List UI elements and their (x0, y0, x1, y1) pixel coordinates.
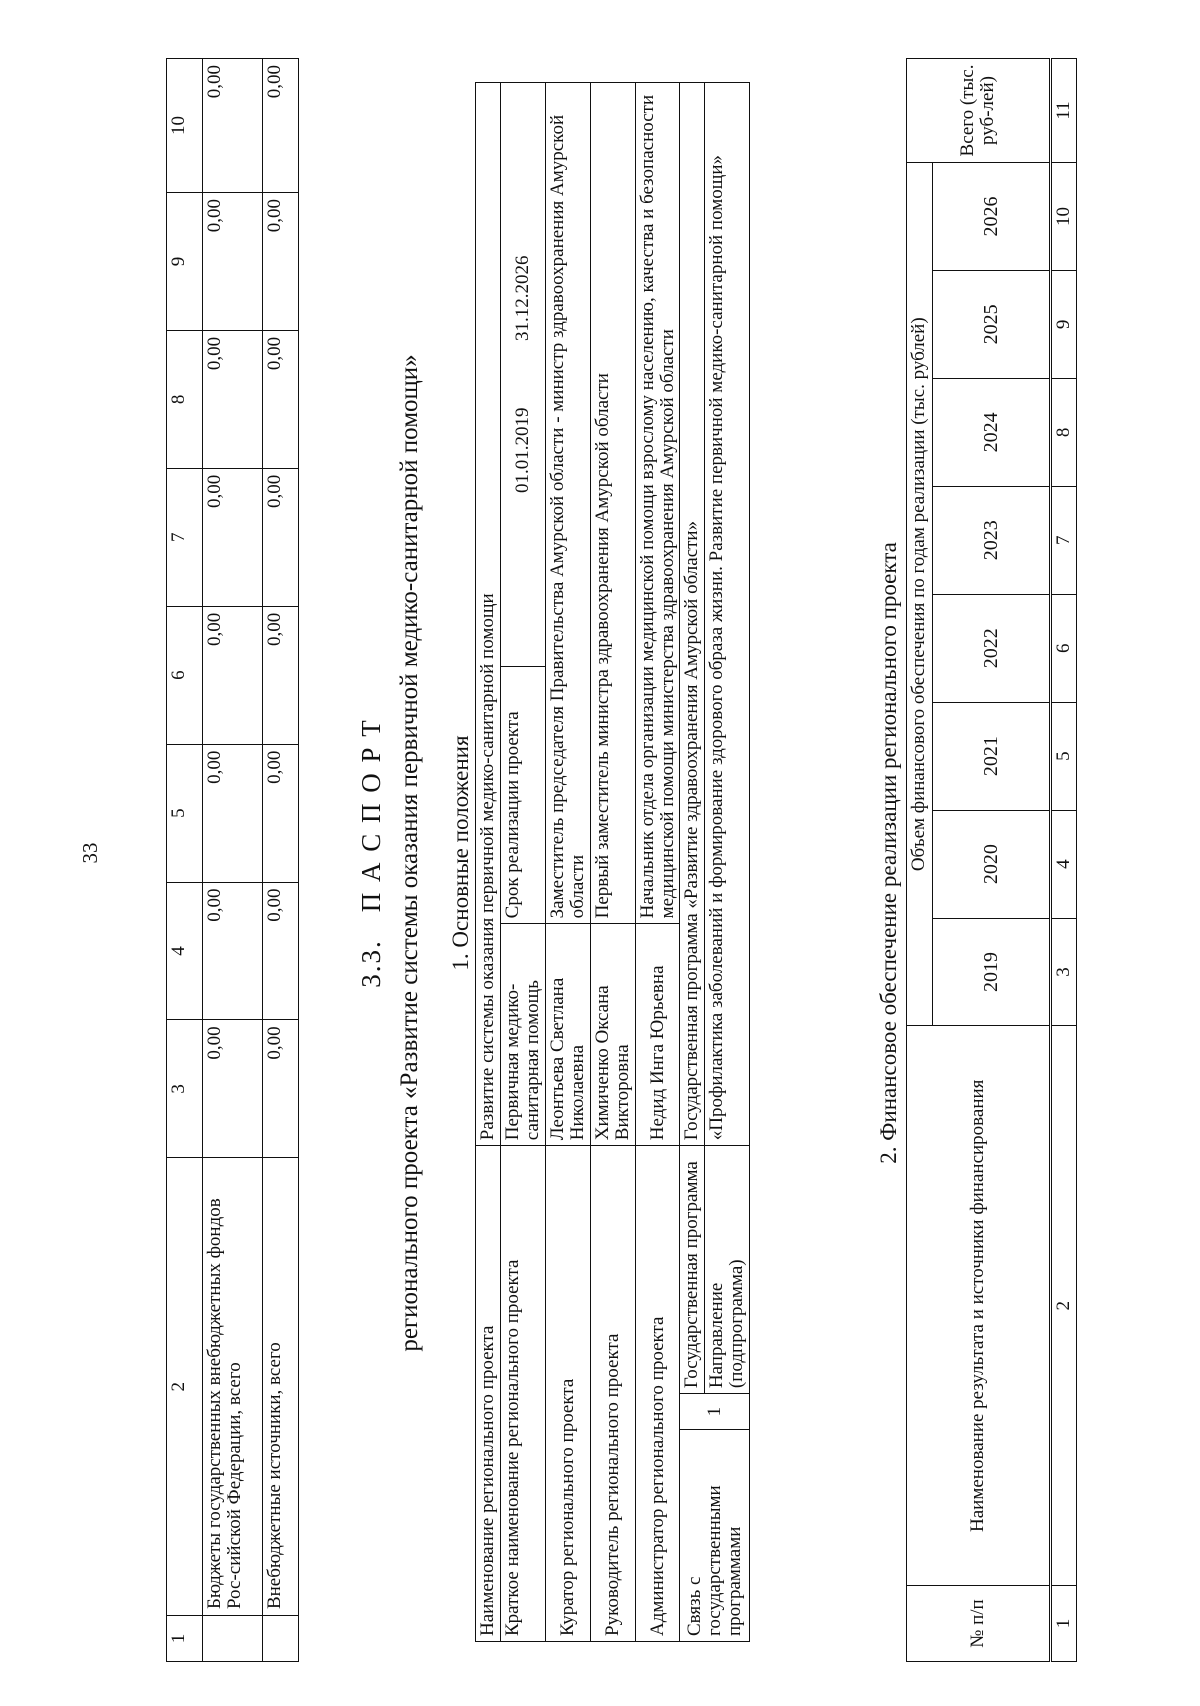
row-value: Начальник отдела организации медицинской помощи взрослому населению, качества и безопасности медицинской помощи министерства здравоохранения Амурской области (635, 83, 680, 924)
header-cell: 3 (167, 1020, 203, 1158)
header-cell: 4 (167, 882, 203, 1020)
number-cell: 3 (1051, 918, 1077, 1026)
number-cell: 1 (1051, 1586, 1077, 1662)
row-value: Химиченко Оксана Викторовна (590, 924, 635, 1146)
term-start: 01.01.2019 (511, 407, 533, 494)
row-label: Направление (подпрограмма) (705, 1146, 750, 1394)
header-cell: 2 (167, 1158, 203, 1616)
row-label: Куратор регионального проекта (545, 1146, 590, 1642)
year-cell: 2022 (933, 594, 1051, 702)
number-cell: 11 (1051, 59, 1077, 163)
header-cell: 9 (167, 192, 203, 330)
number-cell: 10 (1051, 163, 1077, 271)
basic-provisions-table (475, 82, 750, 1642)
table-row (263, 59, 299, 1662)
number-cell: 4 (1051, 810, 1077, 918)
page-number: 33 (78, 842, 102, 864)
number-cell: 6 (1051, 594, 1077, 702)
year-cell: 2020 (933, 810, 1051, 918)
table-header-row (167, 59, 203, 1662)
row-label: Бюджеты государственных внебюджетных фондов Рос-сийской Федерации, всего (203, 1158, 263, 1616)
header-cell: 6 (167, 606, 203, 744)
year-cell: 2019 (933, 918, 1051, 1026)
row-label: Наименование регионального проекта (476, 1146, 501, 1642)
value-cell: 0,00 (263, 59, 299, 193)
value-cell: 0,00 (203, 1020, 263, 1158)
row-value: Первый заместитель министра здравоохранения Амурской области (590, 83, 635, 924)
header-total: Всего (тыс. руб-лей) (907, 59, 1051, 163)
year-cell: 2026 (933, 163, 1051, 271)
financing-table (906, 58, 1077, 1662)
row-value: «Профилактика заболеваний и формирование здорового образа жизни. Развитие первичной медико-санитарной помощи» (705, 83, 750, 1146)
row-label: Администратор регионального проекта (635, 1146, 680, 1642)
value-cell: 0,00 (263, 192, 299, 330)
value-cell: 0,00 (203, 882, 263, 1020)
row-value: Первичная медико-санитарная помощь (500, 924, 545, 1146)
value-cell: 0,00 (203, 744, 263, 882)
row-label: Внебюджетные источники, всего (263, 1158, 299, 1616)
table-row (545, 83, 590, 1642)
year-cell: 2025 (933, 270, 1051, 378)
section2-heading: 2. Финансовое обеспечение реализации регионального проекта (876, 542, 901, 1164)
value-cell: 0,00 (263, 744, 299, 882)
value-cell: 0,00 (263, 330, 299, 468)
section1-heading: 1. Основные положения (448, 735, 473, 971)
year-cell: 2024 (933, 378, 1051, 486)
number-cell: 2 (1051, 1026, 1077, 1586)
value-cell: 0,00 (263, 882, 299, 1020)
number-cell: 7 (1051, 486, 1077, 594)
header-group: Объем финансового обеспечения по годам реализации (тыс. рублей) (907, 163, 933, 1027)
year-cell: 2021 (933, 702, 1051, 810)
value-cell: 0,00 (203, 606, 263, 744)
header-cell: 1 (167, 1616, 203, 1662)
empty-cell (263, 1616, 299, 1662)
passport-title (356, 0, 387, 1706)
header-cell: 5 (167, 744, 203, 882)
number-cell: 8 (1051, 378, 1077, 486)
passport-subtitle: регионального проекта «Развитие системы оказания первичной медико-санитарной помощи» (396, 354, 423, 1352)
value-cell: 0,00 (203, 468, 263, 606)
funding-continuation-table (166, 58, 299, 1662)
value-cell: 0,00 (203, 59, 263, 193)
header-name: Наименование результата и источники финансирования (907, 1026, 1051, 1586)
row-label: Краткое наименование регионального проекта (500, 1146, 545, 1642)
row-label: Связь с государственными программами (680, 1430, 750, 1642)
header-cell: 10 (167, 59, 203, 193)
table-row (476, 83, 501, 1642)
row-value: Заместитель председателя Правительства Амурской области - министр здравоохранения Амурской области (545, 83, 590, 924)
row-value: Леонтьева Светлана Николаевна (545, 924, 590, 1146)
value-cell: 0,00 (263, 1020, 299, 1158)
number-cell: 9 (1051, 270, 1077, 378)
table-row (590, 83, 635, 1642)
row-value (500, 83, 545, 667)
year-cell: 2023 (933, 486, 1051, 594)
passport-number: 3.3. (356, 939, 386, 988)
row-value: Государственная программа «Развитие здравоохранения Амурской области» (680, 83, 705, 1146)
number-cell: 5 (1051, 702, 1077, 810)
value-cell: 0,00 (263, 606, 299, 744)
table-row (500, 83, 545, 1642)
row-label: Государственная программа (680, 1146, 705, 1394)
row-index: 1 (680, 1394, 750, 1430)
value-cell: 0,00 (203, 330, 263, 468)
table-row (203, 59, 263, 1662)
table-row (680, 83, 705, 1642)
row-label: Руководитель регионального проекта (590, 1146, 635, 1642)
column-numbers-row (1051, 59, 1077, 1662)
term-end: 31.12.2026 (511, 255, 533, 342)
empty-cell (203, 1616, 263, 1662)
value-cell: 0,00 (203, 192, 263, 330)
header-cell: 7 (167, 468, 203, 606)
header-cell: 8 (167, 330, 203, 468)
row-value: Развитие системы оказания первичной медико-санитарной помощи (476, 83, 501, 1146)
table-header-row (907, 59, 933, 1662)
table-row (635, 83, 680, 1642)
passport-word: П А С П О Р Т (356, 718, 386, 913)
value-cell: 0,00 (263, 468, 299, 606)
row-label: Срок реализации проекта (500, 666, 545, 924)
row-value: Недид Инга Юрьевна (635, 924, 680, 1146)
header-num: № п/п (907, 1586, 1051, 1662)
